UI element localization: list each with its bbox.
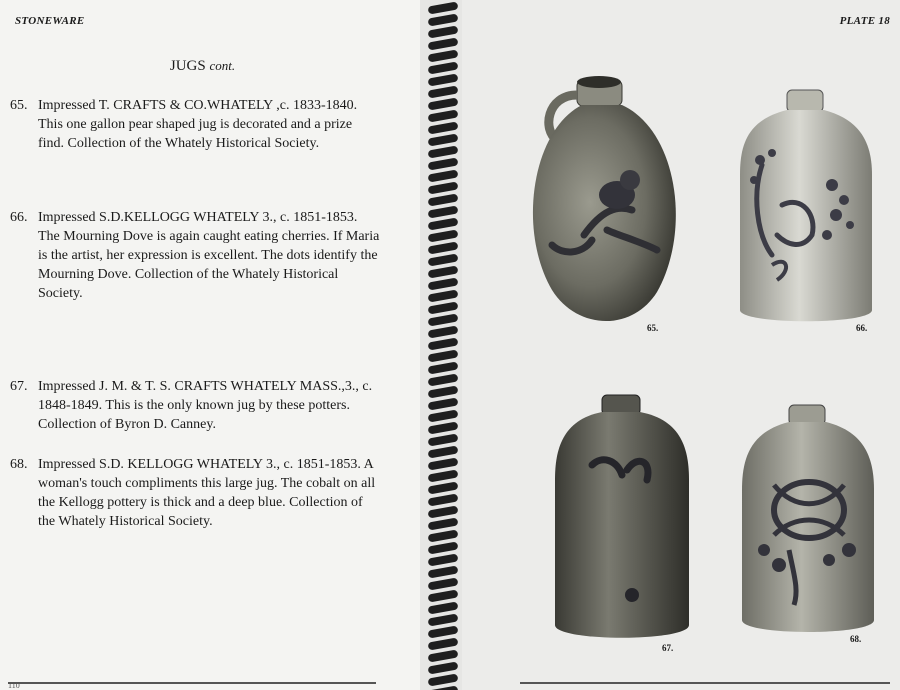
binding-coil bbox=[428, 493, 459, 506]
binding-coil bbox=[428, 229, 459, 242]
binding-coil bbox=[428, 529, 459, 542]
entry-number: 66. bbox=[10, 210, 28, 225]
binding-coil bbox=[428, 445, 459, 458]
entry-text: Impressed J. M. & T. S. CRAFTS WHATELY MASS.,3., c. 1848-1849. This is the only known jug by these potters. Collection of Byron D. Canney. bbox=[38, 379, 373, 432]
binding-coil bbox=[428, 109, 459, 122]
binding-coil bbox=[428, 73, 459, 86]
right-page bbox=[462, 0, 900, 690]
binding-coil bbox=[428, 49, 459, 62]
binding-coil bbox=[428, 325, 459, 338]
section-title-suffix: cont. bbox=[209, 58, 236, 73]
binding-coil bbox=[428, 433, 459, 446]
binding-coil bbox=[428, 673, 459, 686]
catalog-entry-67 bbox=[10, 377, 380, 434]
binding-coil bbox=[428, 565, 459, 578]
section-title-text: JUGS bbox=[169, 58, 206, 74]
caption-65: 65. bbox=[647, 323, 659, 333]
entry-number: 65. bbox=[10, 98, 28, 113]
binding-coil bbox=[428, 25, 459, 38]
catalog-entry-66 bbox=[10, 208, 380, 303]
binding-coil bbox=[428, 553, 459, 566]
binding-coil bbox=[428, 577, 459, 590]
binding-coil bbox=[428, 541, 459, 554]
binding-coil bbox=[428, 373, 459, 386]
binding-coil bbox=[428, 349, 459, 362]
binding-coil bbox=[428, 313, 459, 326]
caption-68: 68. bbox=[850, 634, 862, 644]
page-number: 110 bbox=[8, 681, 20, 690]
binding-coil bbox=[428, 181, 459, 194]
running-head-right: PLATE 18 bbox=[839, 15, 890, 27]
binding-coil bbox=[428, 649, 459, 662]
catalog-entry-65 bbox=[10, 96, 380, 153]
section-title bbox=[0, 58, 405, 75]
binding-coil bbox=[428, 217, 459, 230]
binding-coil bbox=[428, 517, 459, 530]
binding-coil bbox=[428, 661, 459, 674]
binding-coil bbox=[428, 637, 459, 650]
entry-text: Impressed T. CRAFTS & CO.WHATELY ,c. 1833-1840. This one gallon pear shaped jug is decorated and a prize find. Collection of the Whately Historical Society. bbox=[38, 98, 358, 151]
binding-coil bbox=[428, 481, 459, 494]
catalog-entry-68 bbox=[10, 455, 380, 531]
spiral-binding bbox=[420, 0, 462, 690]
binding-coil bbox=[428, 385, 459, 398]
binding-coil bbox=[428, 337, 459, 350]
binding-coil bbox=[428, 469, 459, 482]
binding-coil bbox=[428, 361, 459, 374]
binding-coil bbox=[428, 613, 459, 626]
binding-coil bbox=[428, 1, 459, 14]
photo-jug-67 bbox=[547, 390, 697, 650]
binding-coil bbox=[428, 397, 459, 410]
binding-coil bbox=[428, 169, 459, 182]
caption-66: 66. bbox=[856, 323, 868, 333]
binding-coil bbox=[428, 421, 459, 434]
binding-coil bbox=[428, 277, 459, 290]
binding-coil bbox=[428, 253, 459, 266]
binding-coil bbox=[428, 289, 459, 302]
binding-coil bbox=[428, 85, 459, 98]
running-head-left: STONEWARE bbox=[15, 15, 85, 27]
binding-coil bbox=[428, 625, 459, 638]
binding-coil bbox=[428, 265, 459, 278]
photo-jug-68 bbox=[734, 400, 884, 640]
entry-number: 68. bbox=[10, 457, 28, 472]
binding-coil bbox=[428, 589, 459, 602]
binding-coil bbox=[428, 121, 459, 134]
left-page bbox=[0, 0, 420, 690]
bottom-rule-right bbox=[520, 682, 890, 684]
bottom-rule-left bbox=[8, 682, 376, 684]
entry-text: Impressed S.D. KELLOGG WHATELY 3., c. 1851-1853. A woman's touch compliments this large jug. The cobalt on all the Kellogg pottery is thick and a deep blue. Collection of the Whately Historical Society. bbox=[38, 457, 376, 529]
binding-coil bbox=[428, 601, 459, 614]
binding-coil bbox=[428, 97, 459, 110]
photo-jug-65 bbox=[522, 60, 687, 340]
binding-coil bbox=[428, 505, 459, 518]
binding-coil bbox=[428, 685, 459, 690]
photo-jug-66 bbox=[732, 85, 882, 335]
binding-coil bbox=[428, 457, 459, 470]
binding-coil bbox=[428, 61, 459, 74]
binding-coil bbox=[428, 13, 459, 26]
binding-coil bbox=[428, 241, 459, 254]
binding-coil bbox=[428, 205, 459, 218]
entry-text: Impressed S.D.KELLOGG WHATELY 3., c. 1851-1853. The Mourning Dove is again caught eating cherries. If Maria is the artist, her expression is excellent. The dots identify the Mourning Dove. Collection of the Whately Historical Society. bbox=[38, 210, 380, 301]
binding-coil bbox=[428, 157, 459, 170]
binding-coil bbox=[428, 145, 459, 158]
binding-coil bbox=[428, 301, 459, 314]
binding-coil bbox=[428, 133, 459, 146]
binding-coil bbox=[428, 193, 459, 206]
binding-coil bbox=[428, 37, 459, 50]
binding-coil bbox=[428, 409, 459, 422]
entry-number: 67. bbox=[10, 379, 28, 394]
caption-67: 67. bbox=[662, 643, 674, 653]
